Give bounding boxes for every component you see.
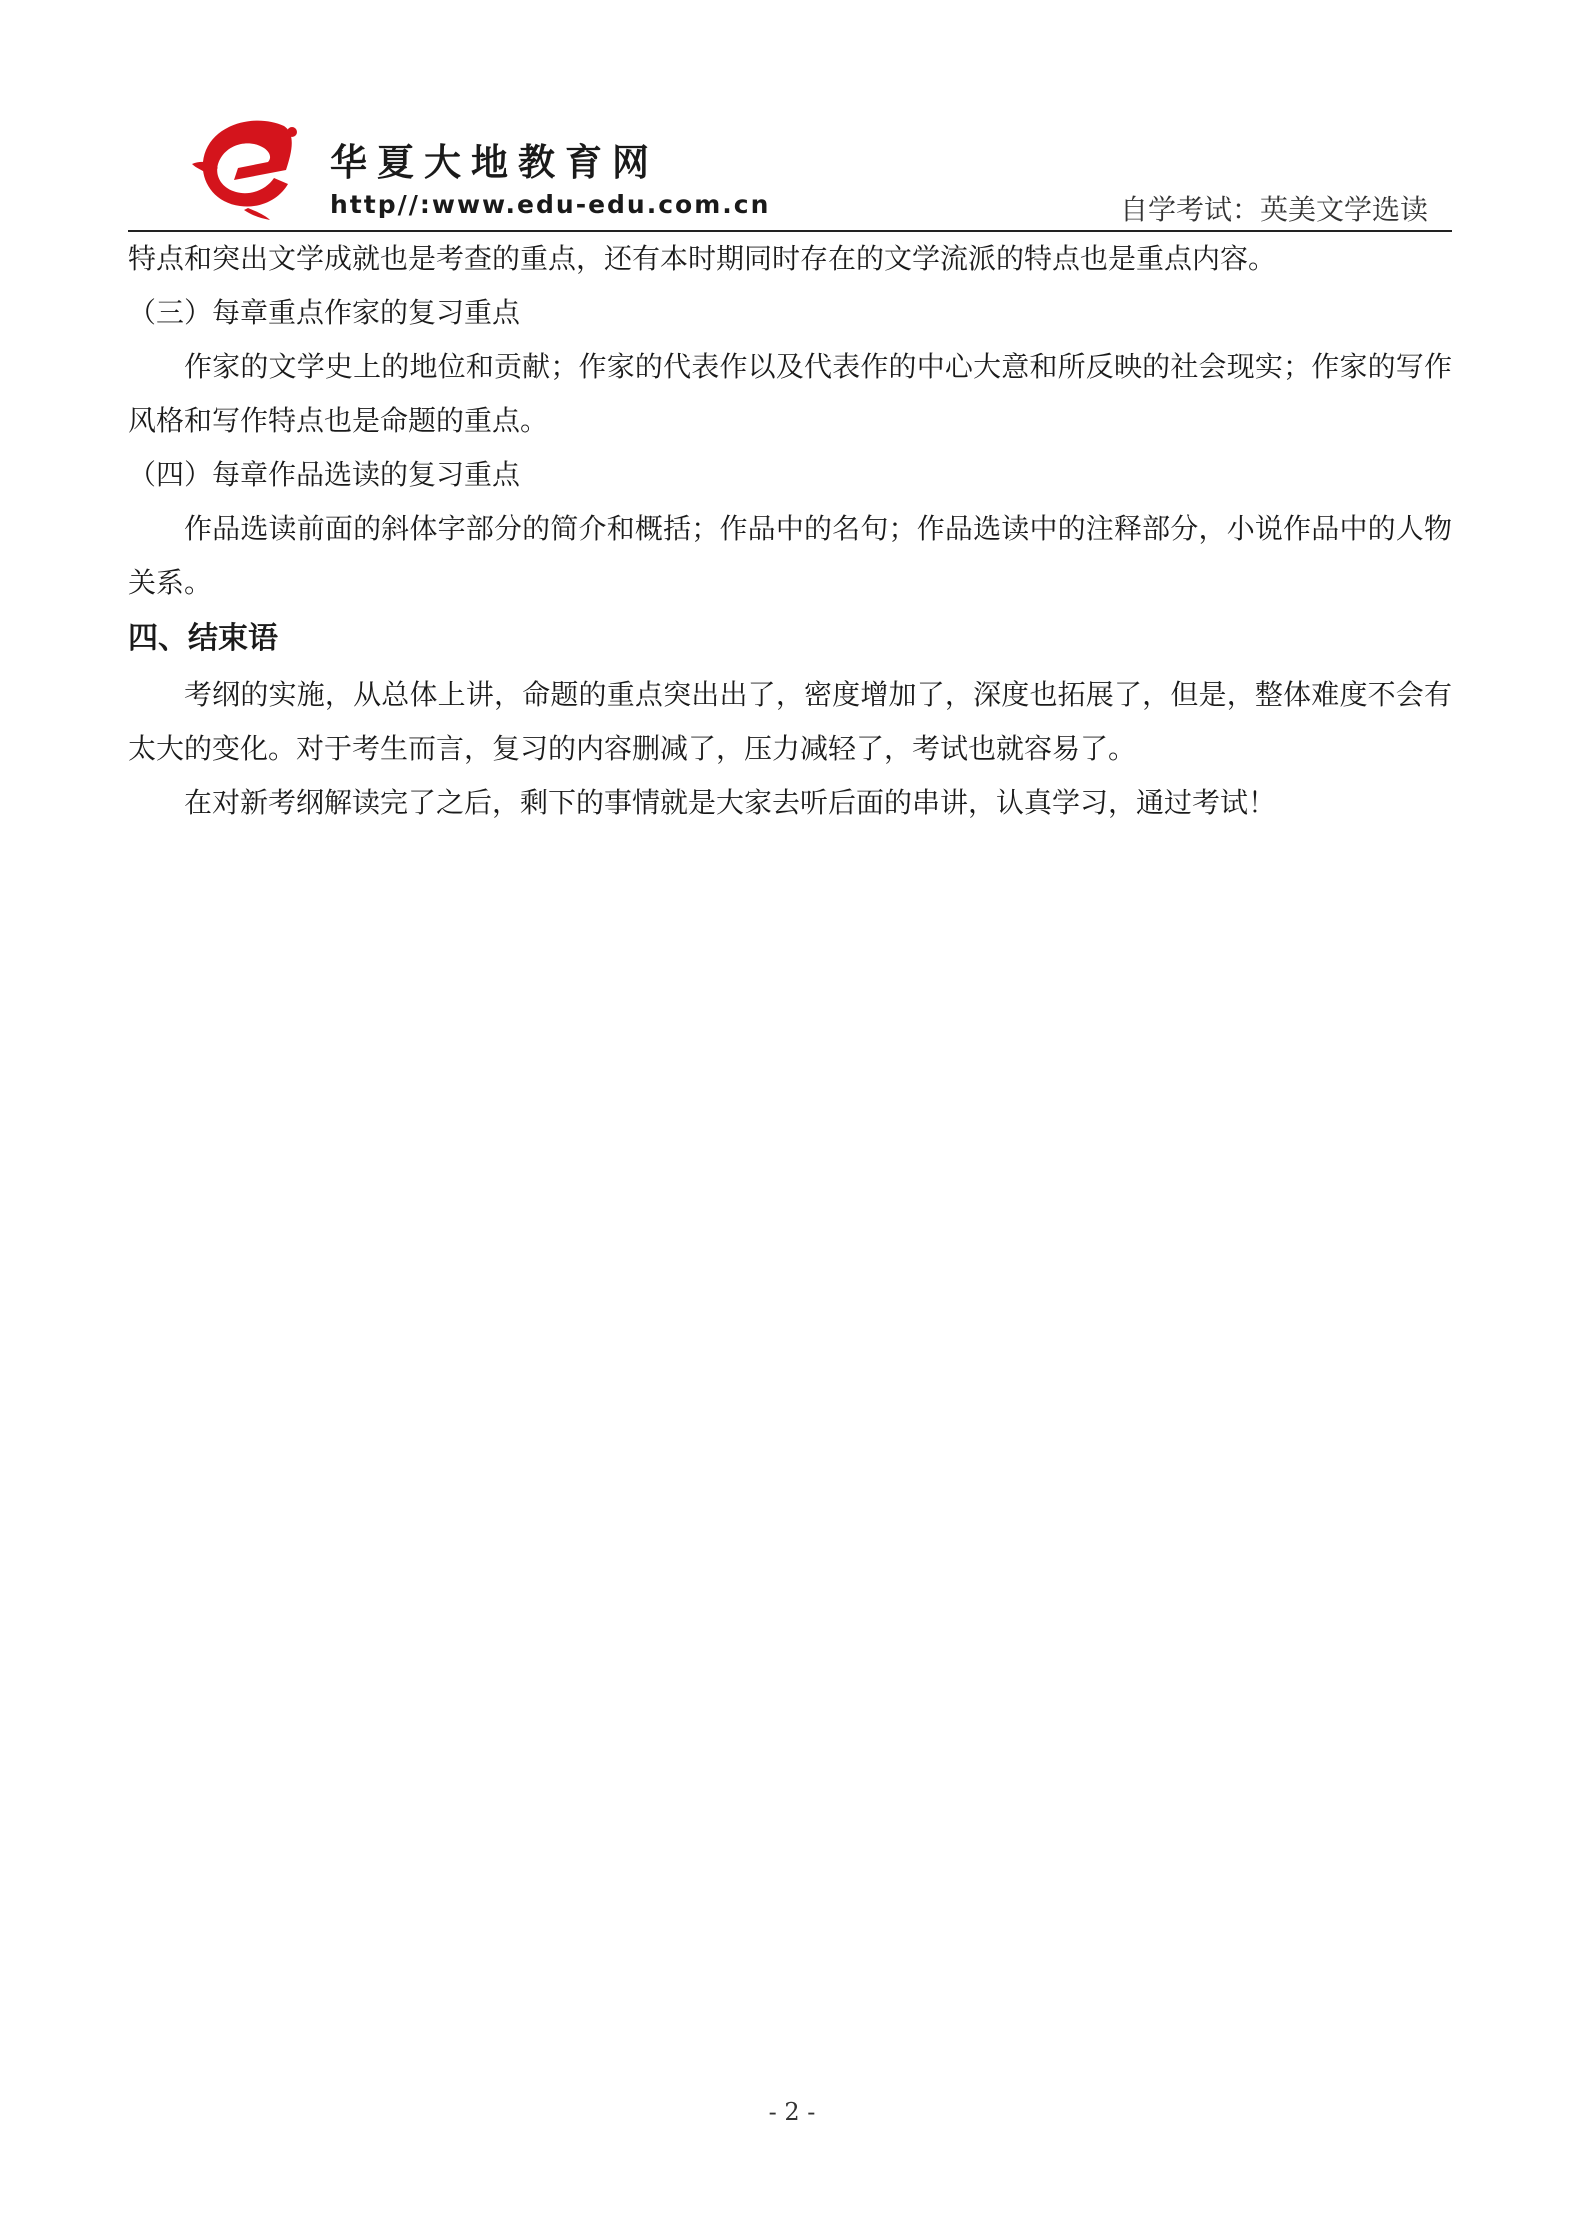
section-4-heading: 四、结束语 [128,621,278,656]
section-4-paragraph-1: 考纲的实施，从总体上讲，命题的重点突出出了，密度增加了，深度也拓展了，但是，整体难度不会有太大的变化。对于考生而言，复习的内容删减了，压力减轻了，考试也就容易了。 [128,678,1452,765]
subsection-3-heading: （三）每章重点作家的复习重点 [128,296,521,329]
section-4-paragraph-2: 在对新考纲解读完了之后，剩下的事情就是大家去听后面的串讲，认真学习，通过考试！ [184,786,1277,819]
subsection-3-paragraph: 作家的文学史上的地位和贡献；作家的代表作以及代表作的中心大意和所反映的社会现实；作家的写作风格和写作特点也是命题的重点。 [128,350,1452,437]
subsection-4-heading: （四）每章作品选读的复习重点 [128,458,521,491]
paragraph-continued: 特点和突出文学成就也是考查的重点，还有本时期同时存在的文学流派的特点也是重点内容。 [128,242,1277,275]
site-url[interactable]: http//:www.edu-edu.com.cn [330,190,771,219]
document-body [128,232,1452,830]
page-header [0,0,1584,240]
site-name: 华夏大地教育网 [330,141,659,184]
page-number: - 2 - [768,2098,816,2126]
header-category: 自学考试：英美文学选读 [1119,193,1428,226]
subsection-4-paragraph: 作品选读前面的斜体字部分的简介和概括；作品中的名句；作品选读中的注释部分，小说作品中的人物关系。 [128,512,1452,599]
logo-icon [188,112,308,220]
